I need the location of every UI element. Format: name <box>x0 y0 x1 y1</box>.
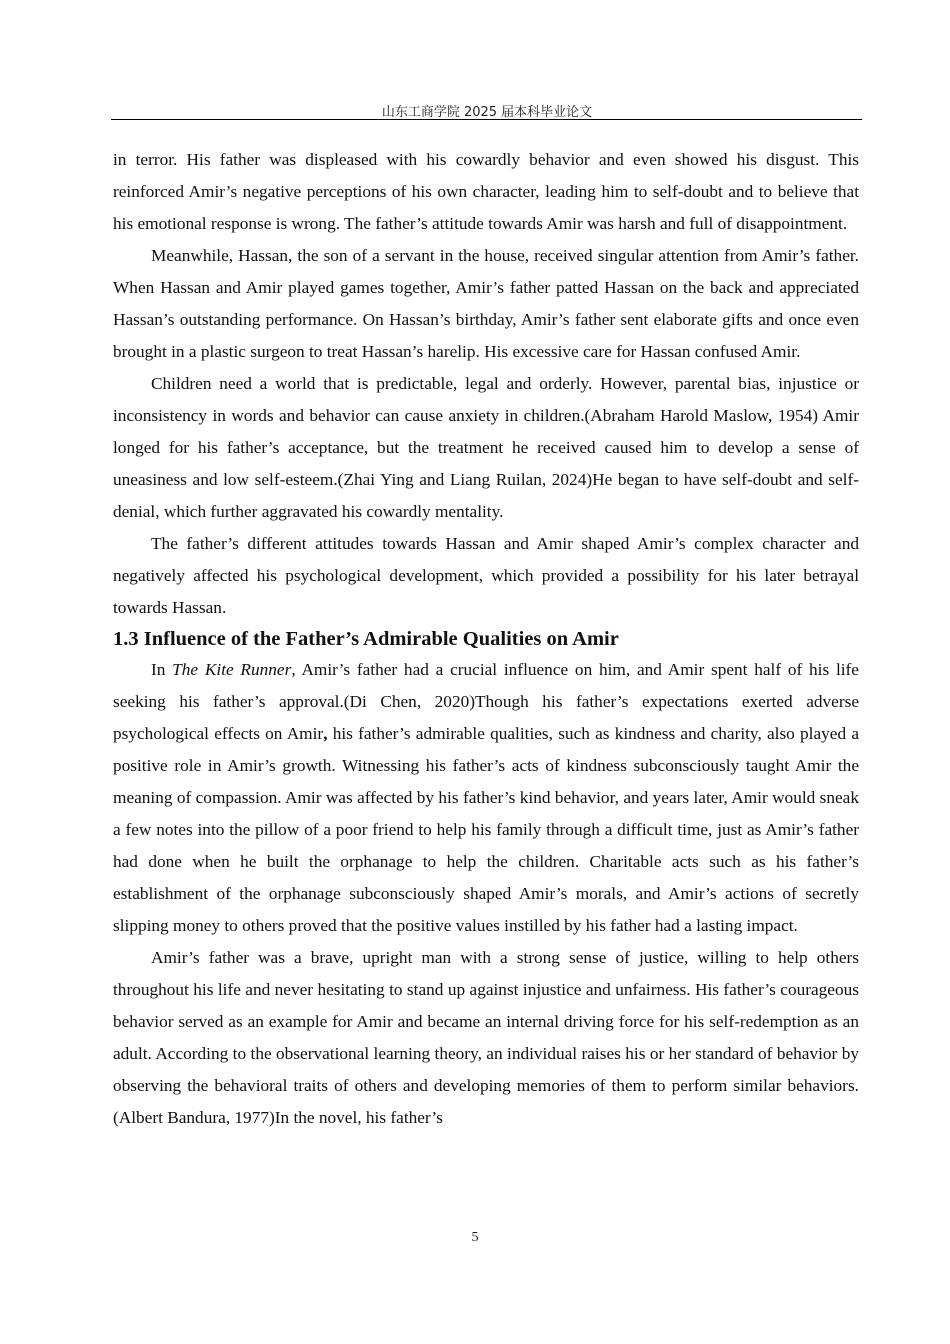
paragraph-maslow: Children need a world that is predictable, legal and orderly. However, parental bias, injustice or inconsistency in words and behavior can cause anxiety in children.(Abraham Harold Maslow, 1954) Amir longed for his father’s acceptance, but the treatment he received caused him to develop a sense of uneasiness and low self-esteem.(Zhai Ying and Liang Ruilan, 2024)He began to have self-doubt and self-denial, which further aggravated his cowardly mentality. <box>113 374 859 521</box>
body-text <box>113 144 859 1134</box>
header-rule <box>111 119 862 120</box>
paragraph-text-rest: his father’s admirable qualities, such as kindness and charity, also played a positive role in Amir’s growth. Witnessing his father’s acts of kindness subconsciously taught Amir the meaning of compassion. Amir was affected by his father’s kind behavior, and years later, Amir would sneak a few notes into the pillow of a poor friend to help his family through a difficult time, just as Amir’s father had done when he built the orphanage to help the children. Charitable acts such as his father’s establishment of the orphanage subconsciously shaped Amir’s morals, and Amir’s actions of secretly slipping money to others proved that the positive values instilled by his father had a lasting impact. <box>113 724 859 935</box>
bold-comma: , <box>323 724 328 743</box>
paragraph-continuation: in terror. His father was displeased with his cowardly behavior and even showed his disgust. This reinforced Amir’s negative perceptions of his own character, leading him to self-doubt and to believe that his emotional response is wrong. The father’s attitude towards Amir was harsh and full of disappointment. <box>113 150 859 233</box>
book-title: The Kite Runner <box>172 660 292 679</box>
paragraph-hassan-attention: Meanwhile, Hassan, the son of a servant in the house, received singular attention from Amir’s father. When Hassan and Amir played games together, Amir’s father patted Hassan on the back and appreciated Hassan’s outstanding performance. On Hassan’s birthday, Amir’s father sent elaborate gifts and once even brought in a plastic surgeon to treat Hassan’s harelip. His excessive care for Hassan confused Amir. <box>113 246 859 361</box>
paragraph-text: , Amir’s father had a crucial influence on him, and Amir spent half of his life seeking his father’s approval.(Di Chen, 2020)Though his father’s expectations exerted adverse psychological effects on Amir <box>113 660 859 743</box>
page-number: 5 <box>471 1230 479 1245</box>
section-heading: 1.3 Influence of the Father’s Admirable Qualities on Amir <box>113 628 619 650</box>
paragraph-lead: In <box>151 660 173 679</box>
paragraph-kite-runner <box>113 654 859 942</box>
paragraph-bandura: Amir’s father was a brave, upright man with a strong sense of justice, willing to help others throughout his life and never hesitating to stand up against injustice and unfairness. His father’s courageous behavior served as an example for Amir and became an internal driving force for his self-redemption as an adult. According to the observational learning theory, an individual raises his or her standard of behavior by observing the behavioral traits of others and developing memories of them to perform similar behaviors.(Albert Bandura, 1977)In the novel, his father’s <box>113 948 859 1127</box>
running-header: 山东工商学院 2025 届本科毕业论文 <box>381 105 593 120</box>
paragraph-different-attitudes: The father’s different attitudes towards Hassan and Amir shaped Amir’s complex character and negatively affected his psychological development, which provided a possibility for his later betrayal towards Hassan. <box>113 534 859 617</box>
